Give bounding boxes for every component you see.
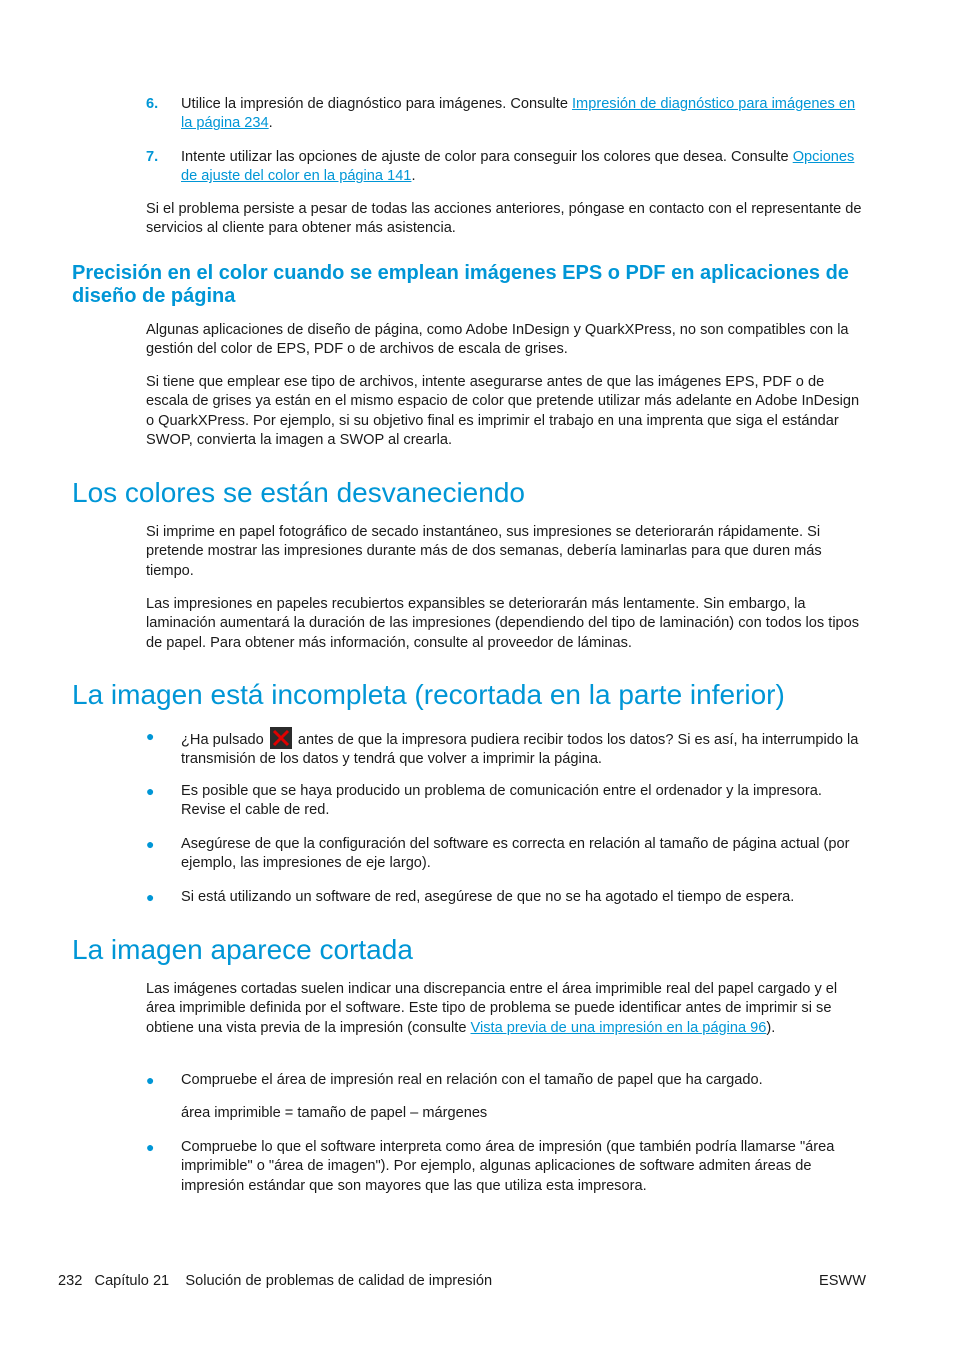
list-text: Utilice la impresión de diagnóstico para imágenes. Consulte bbox=[181, 96, 572, 112]
heading-image-incomplete: La imagen está incompleta (recortada en la parte inferior) bbox=[72, 679, 785, 710]
list-number: 7. bbox=[146, 149, 159, 165]
cancel-x-icon bbox=[270, 727, 292, 749]
paragraph-persist: Si el problema persiste a pesar de todas las acciones anteriores, póngase en contacto con el representante de servicios al cliente para obtener más asistencia. bbox=[146, 201, 862, 237]
heading-colors-fading: Los colores se están desvaneciendo bbox=[72, 477, 525, 508]
list-number: 6. bbox=[146, 96, 159, 112]
paragraph-eps-2: Si tiene que emplear ese tipo de archivos, intente asegurarse antes de que las imágenes EPS, PDF o de escala de grises ya están en el mismo espacio de color que pretende utilizar más adelante en Adobe InDesign o QuarkXPress. Por ejemplo, si su objetivo final es imprimir el trabajo en una imprenta que siga el estándar SWOP, convierta la imagen a SWOP al crearla. bbox=[146, 374, 860, 449]
bullet-text-post: antes de que la impresora pudiera recibir todos los datos? Si es así, ha interrumpido la transmisión de los datos y tendrá que volver a imprimir la página. bbox=[181, 732, 859, 768]
list-text: Intente utilizar las opciones de ajuste de color para conseguir los colores que desea. Consulte bbox=[181, 149, 793, 165]
list-text-end: . bbox=[411, 168, 416, 185]
bullet-item-4 bbox=[146, 888, 866, 907]
bullet-item-cut-1 bbox=[146, 1071, 866, 1090]
list-text-end: . bbox=[268, 115, 273, 132]
paragraph-text-end: ). bbox=[766, 1019, 776, 1036]
list-item-6 bbox=[146, 95, 866, 134]
link-print-preview[interactable]: Vista previa de una impresión en la página 96 bbox=[470, 1019, 767, 1036]
chapter-title: Solución de problemas de calidad de impresión bbox=[185, 1273, 493, 1289]
bullet-icon: ● bbox=[146, 728, 155, 744]
bullet-item-2 bbox=[146, 782, 866, 821]
list-item-7 bbox=[146, 148, 866, 187]
bullet-text: Compruebe lo que el software interpreta como área de impresión (que también podría llamarse "área imprimible" o "área de imagen"). Por ejemplo, algunas aplicaciones de software admiten áreas de impresión estándar que son mayores que las que utiliza esta impresora. bbox=[181, 1139, 835, 1194]
bullet-text: Si está utilizando un software de red, asegúrese de que no se ha agotado el tiempo de espera. bbox=[181, 889, 795, 905]
bullet-text: Asegúrese de que la configuración del software es correcta en relación al tamaño de página actual (por ejemplo, las impresiones de eje largo). bbox=[181, 836, 850, 872]
chapter-label: Capítulo 21 bbox=[94, 1273, 170, 1289]
bullet-item-cut-2 bbox=[146, 1138, 866, 1196]
paragraph-eps-1: Algunas aplicaciones de diseño de página, como Adobe InDesign y QuarkXPress, no son compatibles con la gestión del color de EPS, PDF o de archivos de escala de grises. bbox=[146, 322, 849, 358]
paragraph-fading-2: Las impresiones en papeles recubiertos expansibles se deteriorarán más lentamente. Sin embargo, la laminación aumentará la duración de las impresiones (dependiendo del tipo de laminación) con todos los tipos de papel. Para obtener más información, consulte al proveedor de láminas. bbox=[146, 596, 860, 651]
bullet-icon: ● bbox=[146, 836, 155, 852]
link-color-options[interactable]: Opciones de ajuste del color en la página 141 bbox=[181, 149, 855, 185]
bullet-text-pre: ¿Ha pulsado bbox=[181, 732, 268, 748]
footer-left bbox=[58, 1272, 492, 1291]
bullet-item-1 bbox=[146, 727, 866, 770]
paragraph-fading-1: Si imprime en papel fotográfico de secado instantáneo, sus impresiones se deteriorarán rápidamente. Si pretende mostrar las impresiones durante más de dos semanas, debería laminarlas para que duren más tiempo. bbox=[146, 524, 822, 579]
bullet-icon: ● bbox=[146, 889, 155, 905]
page-number: 232 bbox=[58, 1273, 83, 1289]
heading-image-cut: La imagen aparece cortada bbox=[72, 934, 413, 965]
footer-code: ESWW bbox=[818, 1273, 866, 1289]
bullet-text: Es posible que se haya producido un problema de comunicación entre el ordenador y la impresora. Revise el cable de red. bbox=[181, 783, 822, 819]
link-diagnostic-print[interactable]: Impresión de diagnóstico para imágenes en la página 234 bbox=[181, 96, 856, 132]
bullet-icon: ● bbox=[146, 1072, 155, 1088]
heading-eps-pdf: Precisión en el color cuando se emplean imágenes EPS o PDF en aplicaciones de diseño de página bbox=[72, 262, 849, 307]
bullet-text: Compruebe el área de impresión real en relación con el tamaño de papel que ha cargado. bbox=[181, 1072, 763, 1088]
formula-printable-area: área imprimible = tamaño de papel – márgenes bbox=[181, 1105, 488, 1121]
paragraph-cut-1 bbox=[146, 980, 866, 1038]
bullet-icon: ● bbox=[146, 783, 155, 799]
paragraph-text: Las imágenes cortadas suelen indicar una discrepancia entre el área imprimible real del papel cargado y el área imprimible definida por el software. Este tipo de problema se puede identificar antes de imprimir si se obtiene una vista previa de la impresión (consulte bbox=[146, 981, 838, 1036]
bullet-icon: ● bbox=[146, 1139, 155, 1155]
bullet-item-3 bbox=[146, 835, 866, 874]
